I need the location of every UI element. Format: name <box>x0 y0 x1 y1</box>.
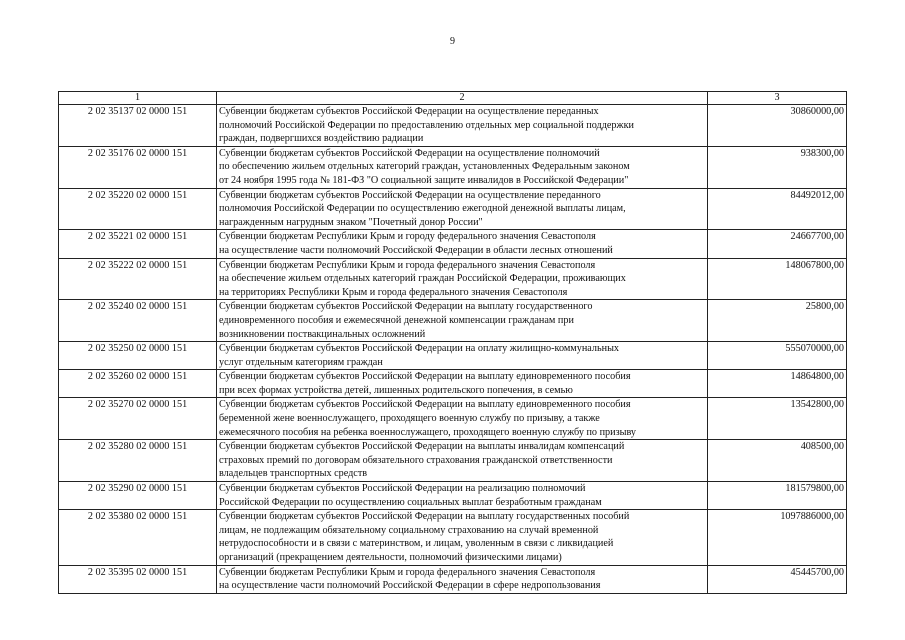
description-cell <box>217 398 708 440</box>
budget-code: 2 02 35222 02 0000 151 <box>59 258 217 300</box>
budget-code: 2 02 35240 02 0000 151 <box>59 300 217 342</box>
description-cell <box>217 370 708 398</box>
budget-code: 2 02 35220 02 0000 151 <box>59 188 217 230</box>
description-cell <box>217 440 708 482</box>
description-line: Субвенции бюджетам субъектов Российской Федерации на осуществление полномочий <box>219 147 600 159</box>
description-line: Субвенции бюджетам субъектов Российской Федерации на осуществление переданных <box>219 106 599 117</box>
description-line: страховых премий по договорам обязательного страхования гражданской ответственности <box>219 454 613 466</box>
amount: 30860000,00 <box>708 105 847 147</box>
page-number: 9 <box>450 36 455 47</box>
description-line: ежемесячного пособия на ребенка военнослужащего, проходящего военную службу по призыву <box>219 426 636 438</box>
description-cell <box>217 300 708 342</box>
description-line: на осуществление части полномочий Российской Федерации в области лесных отношений <box>219 244 613 256</box>
table-row <box>59 105 847 147</box>
description-line: услуг отдельным категориям граждан <box>219 356 383 368</box>
table-row <box>59 146 847 188</box>
description-line: полномочий Российской Федерации по предоставлению отдельных мер социальной поддержки <box>219 119 634 131</box>
budget-code: 2 02 35280 02 0000 151 <box>59 440 217 482</box>
budget-code: 2 02 35260 02 0000 151 <box>59 370 217 398</box>
description-line: организаций (прекращением деятельности, полномочий физическими лицами) <box>219 552 562 563</box>
description-line: Субвенции бюджетам субъектов Российской Федерации на выплату государственных пособий <box>219 511 630 523</box>
description-line: граждан, подвергшихся воздействию радиации <box>219 133 424 145</box>
header-col-3: 3 <box>708 92 847 105</box>
description-line: единовременного пособия и ежемесячной денежной компенсации гражданам при <box>219 314 574 326</box>
table-row <box>59 188 847 230</box>
budget-code: 2 02 35270 02 0000 151 <box>59 398 217 440</box>
description-cell <box>217 230 708 258</box>
description-line: лицам, не подлежащим обязательному социальному страхованию на случай временной <box>219 524 599 536</box>
table-row <box>59 565 847 593</box>
amount: 938300,00 <box>708 146 847 188</box>
header-col-1: 1 <box>59 92 217 105</box>
budget-code: 2 02 35176 02 0000 151 <box>59 146 217 188</box>
amount: 181579800,00 <box>708 482 847 510</box>
amount: 555070000,00 <box>708 342 847 370</box>
description-line: полномочия Российской Федерации по осуществлению ежегодной денежной выплаты лицам, <box>219 203 626 215</box>
description-line: на обеспечение жильем отдельных категорий граждан Российской Федерации, проживающих <box>219 273 626 285</box>
budget-code: 2 02 35380 02 0000 151 <box>59 510 217 565</box>
description-cell <box>217 188 708 230</box>
amount: 84492012,00 <box>708 188 847 230</box>
amount: 45445700,00 <box>708 565 847 593</box>
description-cell <box>217 510 708 565</box>
amount: 13542800,00 <box>708 398 847 440</box>
table-row <box>59 370 847 398</box>
table-row <box>59 440 847 482</box>
description-line: награжденным нагрудным знаком "Почетный донор России" <box>219 216 483 228</box>
description-cell <box>217 105 708 147</box>
budget-code: 2 02 35290 02 0000 151 <box>59 482 217 510</box>
description-line: Субвенции бюджетам Республики Крым и города федерального значения Севастополя <box>219 259 596 271</box>
amount: 148067800,00 <box>708 258 847 300</box>
table-row <box>59 398 847 440</box>
header-row <box>59 92 847 105</box>
description-line: беременной жене военнослужащего, проходящего военную службу по призыву, а также <box>219 413 600 425</box>
description-line: от 24 ноября 1995 года № 181-ФЗ "О социальной защите инвалидов в Российской Федерации" <box>219 174 629 186</box>
description-line: Субвенции бюджетам субъектов Российской Федерации на оплату жилищно-коммунальных <box>219 343 620 355</box>
amount: 24667700,00 <box>708 230 847 258</box>
description-line: Субвенции бюджетам субъектов Российской Федерации на выплату единовременного пособия <box>219 399 631 411</box>
description-line: владельцев транспортных средств <box>219 468 368 480</box>
table-row <box>59 300 847 342</box>
description-line: возникновении поствакцинальных осложнений <box>219 328 426 340</box>
description-cell <box>217 342 708 370</box>
table-row <box>59 342 847 370</box>
amount: 25800,00 <box>708 300 847 342</box>
description-line: Субвенции бюджетам субъектов Российской Федерации на осуществление переданного <box>219 189 601 201</box>
description-line: Субвенции бюджетам субъектов Российской Федерации на выплату государственного <box>219 301 593 313</box>
budget-code: 2 02 35221 02 0000 151 <box>59 230 217 258</box>
budget-code: 2 02 35395 02 0000 151 <box>59 565 217 593</box>
budget-table <box>58 91 847 594</box>
amount: 1097886000,00 <box>708 510 847 565</box>
description-line: Российской Федерации по осуществлению социальных выплат безработным гражданам <box>219 496 602 508</box>
description-line: Субвенции бюджетам Республики Крым и города федерального значения Севастополя <box>219 566 596 578</box>
description-line: Субвенции бюджетам Республики Крым и городу федерального значения Севастополя <box>219 231 596 243</box>
description-cell <box>217 258 708 300</box>
description-cell <box>217 482 708 510</box>
description-line: на территориях Республики Крым и города федерального значения Севастополя <box>219 286 568 298</box>
budget-code: 2 02 35137 02 0000 151 <box>59 105 217 147</box>
table-row <box>59 230 847 258</box>
description-cell <box>217 565 708 593</box>
amount: 14864800,00 <box>708 370 847 398</box>
table-row <box>59 510 847 565</box>
description-line: Субвенции бюджетам субъектов Российской Федерации на выплаты инвалидам компенсаций <box>219 441 625 453</box>
table-row <box>59 258 847 300</box>
description-cell <box>217 146 708 188</box>
description-line: Субвенции бюджетам субъектов Российской Федерации на реализацию полномочий <box>219 483 586 495</box>
amount: 408500,00 <box>708 440 847 482</box>
description-line: по обеспечению жильем отдельных категорий граждан, установленных Федеральным законом <box>219 161 630 173</box>
table-row <box>59 482 847 510</box>
description-line: нетрудоспособности и в связи с материнством, и лицам, уволенным в связи с ликвидацией <box>219 538 614 550</box>
header-col-2: 2 <box>217 92 708 105</box>
budget-code: 2 02 35250 02 0000 151 <box>59 342 217 370</box>
description-line: Субвенции бюджетам субъектов Российской Федерации на выплату единовременного пособия <box>219 371 631 383</box>
description-line: на осуществление части полномочий Российской Федерации в сфере недропользования <box>219 580 601 592</box>
description-line: при всех формах устройства детей, лишенных родительского попечения, в семью <box>219 384 573 396</box>
